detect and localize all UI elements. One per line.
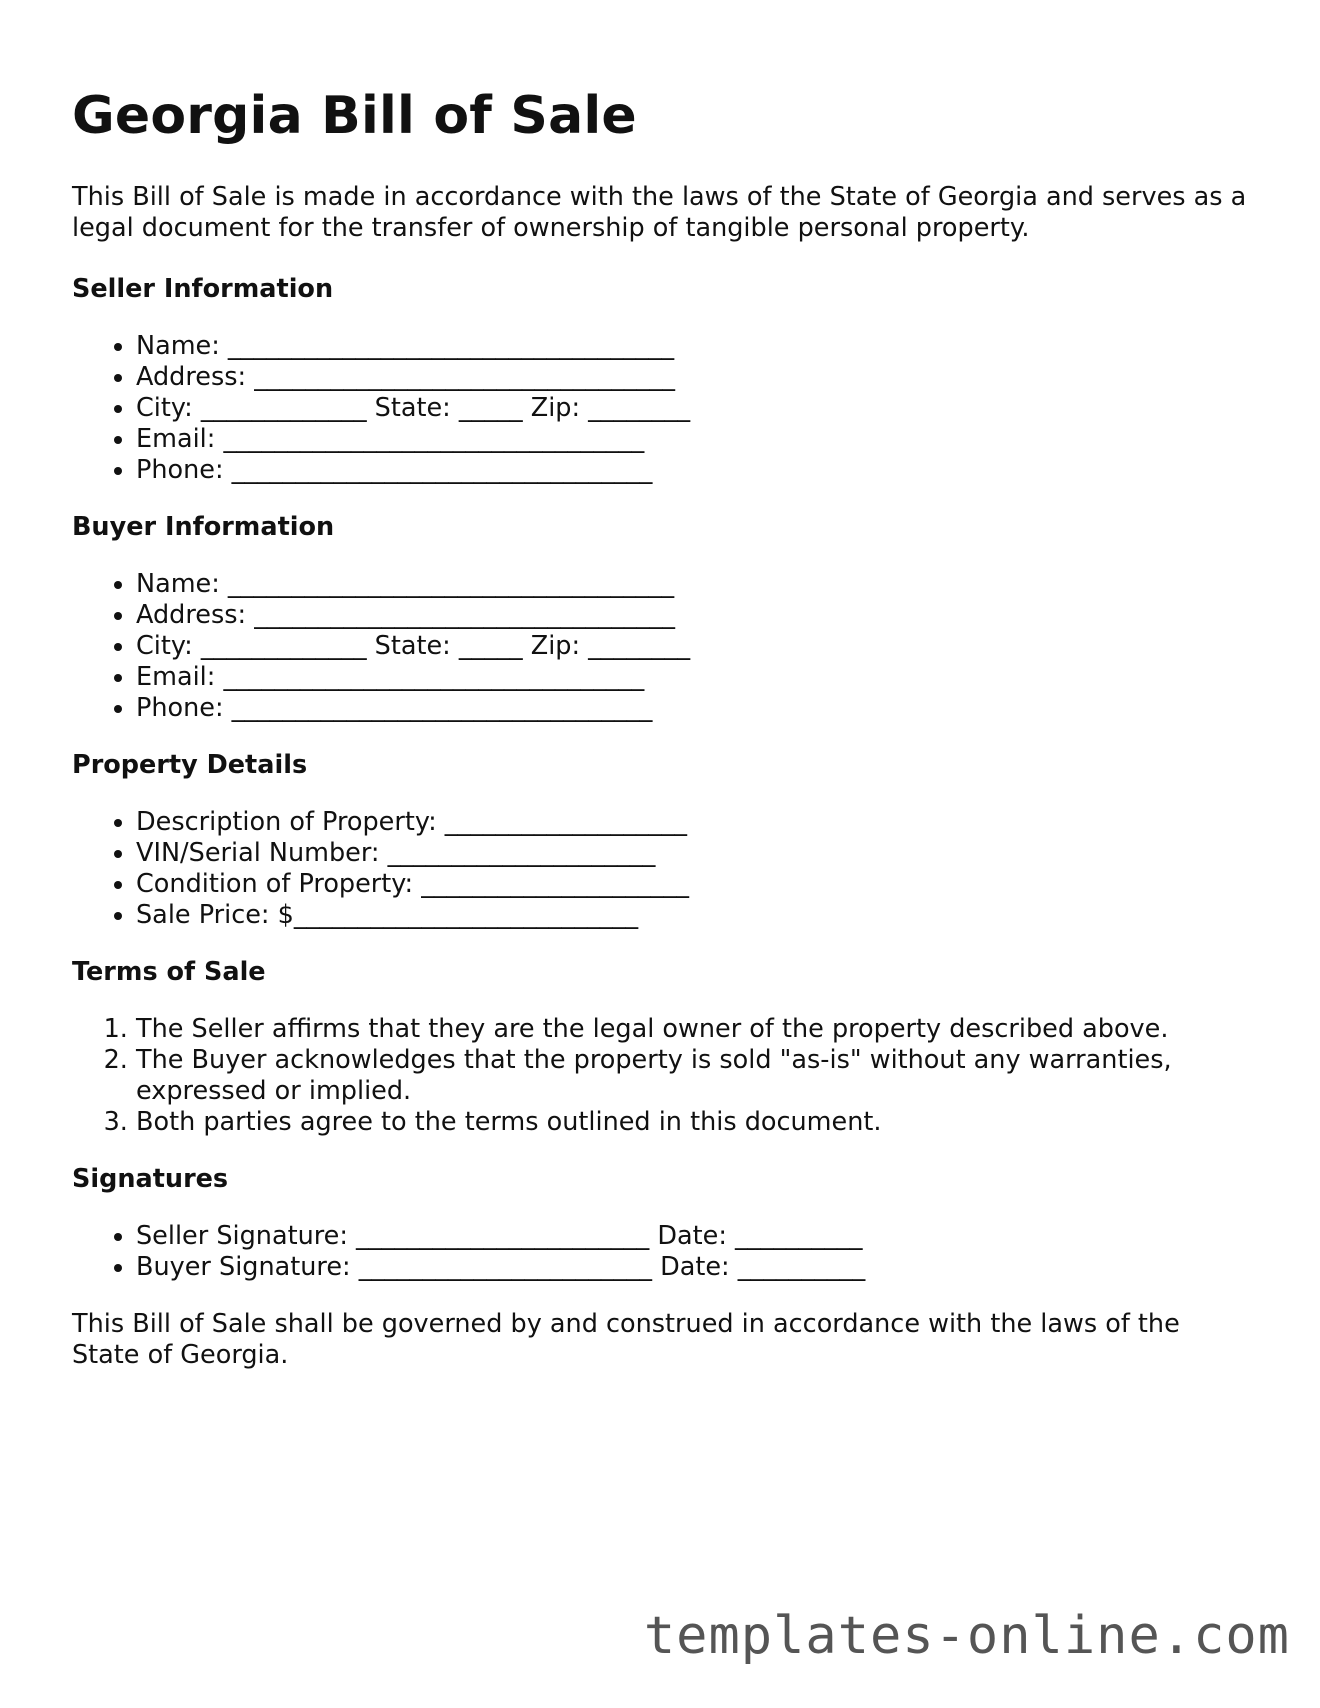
buyer-city-state-zip-field: • City: _____________ State: _____ Zip: ________ (136, 631, 1252, 662)
buyer-signature-field: • Buyer Signature: _______________________ Date: __________ (136, 1252, 1252, 1283)
seller-city-state-zip-field: • City: _____________ State: _____ Zip: ________ (136, 393, 1252, 424)
terms-item: 2. The Buyer acknowledges that the property is sold "as-is" without any warranties, expressed or implied. (136, 1045, 1252, 1107)
buyer-heading: Buyer Information (72, 512, 335, 542)
property-condition-field: • Condition of Property: _____________________ (136, 869, 1252, 900)
property-heading: Property Details (72, 750, 308, 780)
buyer-address-field: • Address: _________________________________ (136, 600, 1252, 631)
buyer-list (72, 569, 1252, 724)
document-title: Georgia Bill of Sale (72, 86, 637, 146)
terms-list (72, 1014, 1252, 1138)
intro-paragraph: This Bill of Sale is made in accordance with the laws of the State of Georgia and serves as a legal document for the transfer of ownership of tangible personal property. (72, 182, 1247, 243)
seller-list (72, 331, 1252, 486)
buyer-email-field: • Email: _________________________________ (136, 662, 1252, 693)
property-list (72, 807, 1252, 931)
document-page (72, 84, 1252, 1371)
closing-paragraph: This Bill of Sale shall be governed by and construed in accordance with the laws of the State of Georgia. (72, 1309, 1180, 1370)
seller-email-field: • Email: _________________________________ (136, 424, 1252, 455)
seller-signature-field: • Seller Signature: _______________________ Date: __________ (136, 1221, 1252, 1252)
property-vin-field: • VIN/Serial Number: _____________________ (136, 838, 1252, 869)
buyer-name-field: • Name: ___________________________________ (136, 569, 1252, 600)
property-description-field: • Description of Property: ___________________ (136, 807, 1252, 838)
terms-heading: Terms of Sale (72, 957, 266, 987)
seller-name-field: • Name: ___________________________________ (136, 331, 1252, 362)
seller-address-field: • Address: _________________________________ (136, 362, 1252, 393)
buyer-phone-field: • Phone: _________________________________ (136, 693, 1252, 724)
terms-item: 3. Both parties agree to the terms outlined in this document. (136, 1107, 1252, 1138)
watermark: templates-online.com (643, 1606, 1290, 1666)
seller-phone-field: • Phone: _________________________________ (136, 455, 1252, 486)
property-price-field: • Sale Price: $___________________________ (136, 900, 1252, 931)
signatures-list (72, 1221, 1252, 1283)
terms-item: 1. The Seller affirms that they are the legal owner of the property described above. (136, 1014, 1252, 1045)
seller-heading: Seller Information (72, 274, 334, 304)
signatures-heading: Signatures (72, 1164, 229, 1194)
